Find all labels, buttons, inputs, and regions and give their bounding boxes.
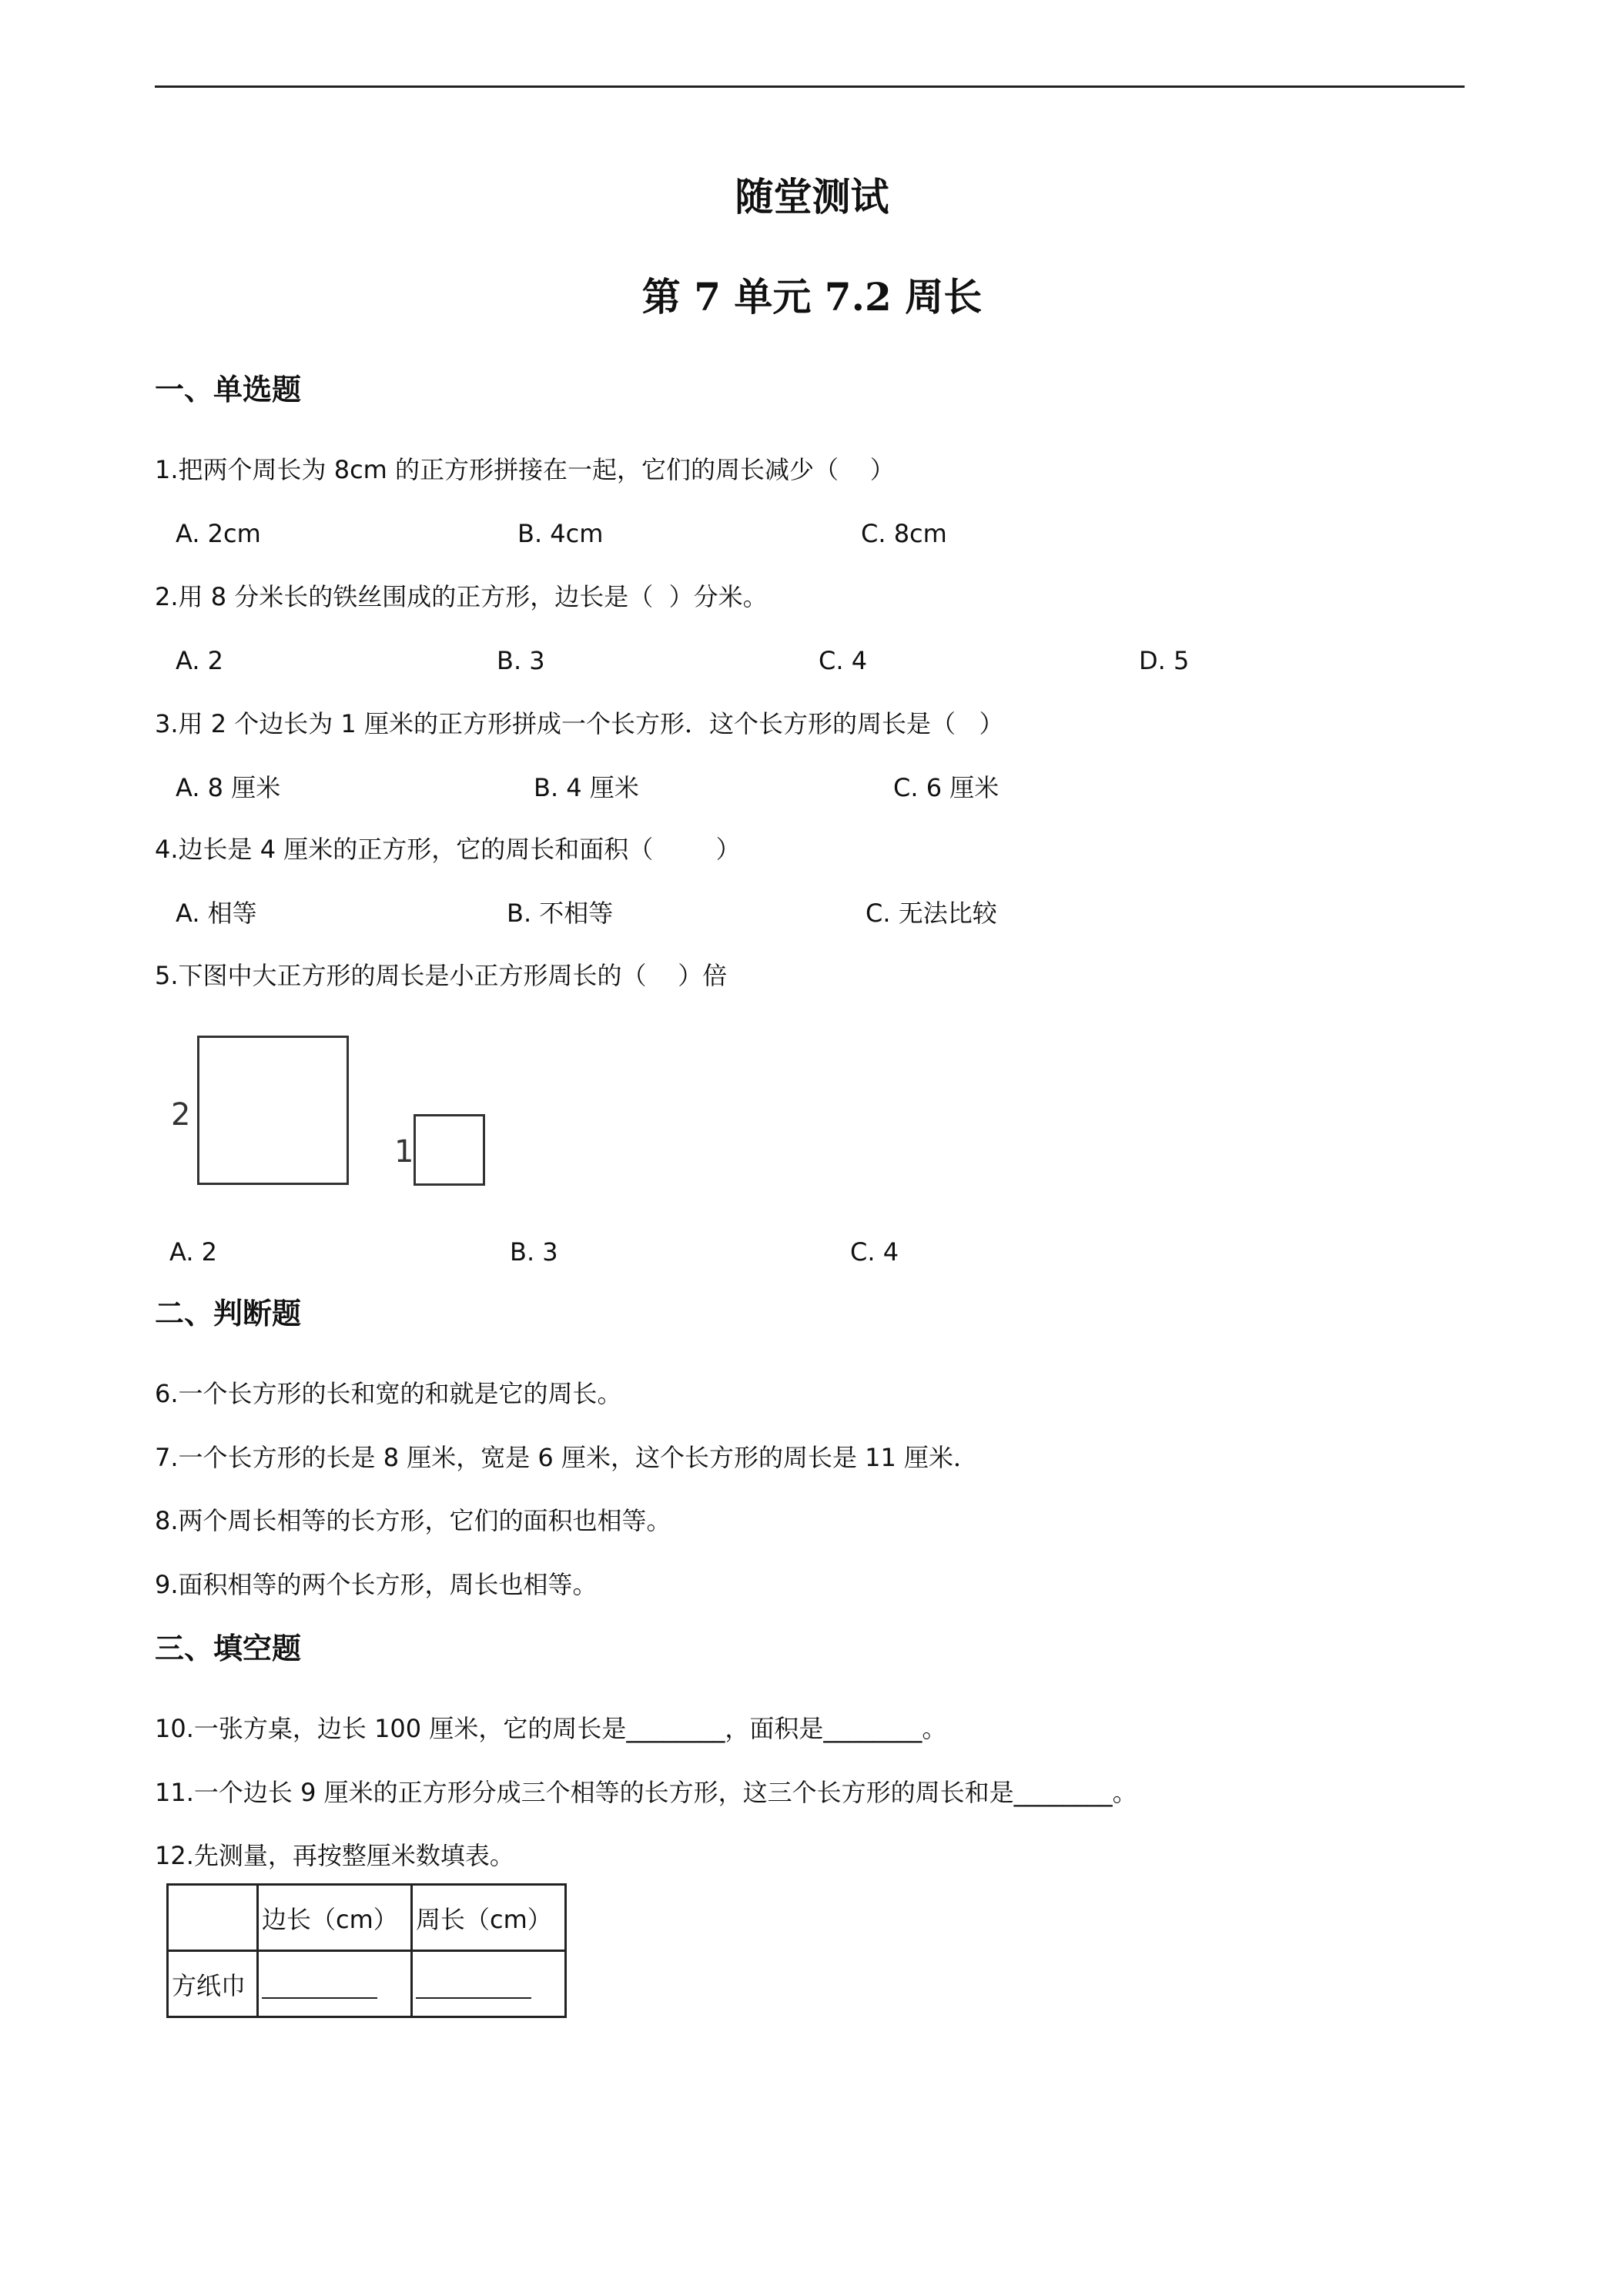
question-2-option-a: A. 2	[176, 646, 224, 675]
page-title: 随堂测试	[735, 174, 889, 219]
question-5: 5.下图中大正方形的周长是小正方形周长的（ ）倍	[155, 961, 728, 990]
question-2: 2.用 8 分米长的铁丝围成的正方形，边长是（ ）分米。	[155, 582, 768, 611]
figure-small-square-label: 1	[394, 1134, 414, 1170]
question-2-option-d: D. 5	[1139, 646, 1190, 675]
table-row	[168, 1951, 566, 2017]
question-4-option-b: B. 不相等	[507, 899, 614, 928]
blank-line	[262, 1974, 377, 1999]
perimeter-blank[interactable]	[412, 1951, 566, 2017]
question-9: 9.面积相等的两个长方形，周长也相等。	[155, 1570, 598, 1599]
question-2-option-b: B. 3	[497, 646, 545, 675]
section-heading-single-choice: 一、单选题	[155, 373, 302, 407]
question-3-option-b: B. 4 厘米	[534, 773, 639, 802]
header-rule	[155, 85, 1465, 88]
question-12: 12.先测量，再按整厘米数填表。	[155, 1841, 514, 1870]
figure-small-square	[414, 1114, 485, 1186]
question-5-option-a: A. 2	[169, 1237, 218, 1267]
question-1-option-b: B. 4cm	[517, 519, 604, 548]
question-8: 8.两个周长相等的长方形，它们的面积也相等。	[155, 1506, 671, 1535]
figure-big-square-label: 2	[171, 1097, 191, 1133]
blank-line	[416, 1974, 531, 1999]
question-5-option-b: B. 3	[510, 1237, 558, 1267]
question-1-option-c: C. 8cm	[861, 519, 947, 548]
question-1-option-a: A. 2cm	[176, 519, 261, 548]
table-header-side-length: 边长（cm）	[258, 1885, 412, 1951]
question-4-option-a: A. 相等	[176, 899, 257, 928]
question-4-option-c: C. 无法比较	[866, 899, 997, 928]
measurement-table	[166, 1883, 567, 2018]
question-7: 7.一个长方形的长是 8 厘米，宽是 6 厘米，这个长方形的周长是 11 厘米．	[155, 1443, 979, 1472]
question-11: 11.一个边长 9 厘米的正方形分成三个相等的长方形，这三个长方形的周长和是________。	[155, 1778, 1137, 1807]
table-header-row	[168, 1885, 566, 1951]
section-heading-fill-in: 三、填空题	[155, 1632, 302, 1665]
table-header-perimeter: 周长（cm）	[412, 1885, 566, 1951]
figure-big-square	[197, 1036, 349, 1185]
question-3: 3.用 2 个边长为 1 厘米的正方形拼成一个长方形．这个长方形的周长是（ ）	[155, 709, 1004, 738]
table-header-cell-empty	[168, 1885, 258, 1951]
question-3-option-a: A. 8 厘米	[176, 773, 281, 802]
page-subtitle: 第 7 单元 7.2 周长	[641, 274, 983, 320]
section-heading-true-false: 二、判断题	[155, 1297, 302, 1330]
question-2-option-c: C. 4	[819, 646, 868, 675]
question-10: 10.一张方桌，边长 100 厘米，它的周长是________，面积是________。	[155, 1714, 947, 1743]
question-6: 6.一个长方形的长和宽的和就是它的周长。	[155, 1379, 622, 1408]
question-3-option-c: C. 6 厘米	[893, 773, 1000, 802]
question-4: 4.边长是 4 厘米的正方形，它的周长和面积（ ）	[155, 835, 741, 864]
side-length-blank[interactable]	[258, 1951, 412, 2017]
question-1: 1.把两个周长为 8cm 的正方形拼接在一起，它们的周长减少（ ）	[155, 455, 895, 484]
question-5-option-c: C. 4	[850, 1237, 899, 1267]
table-row-label: 方纸巾	[168, 1951, 258, 2017]
